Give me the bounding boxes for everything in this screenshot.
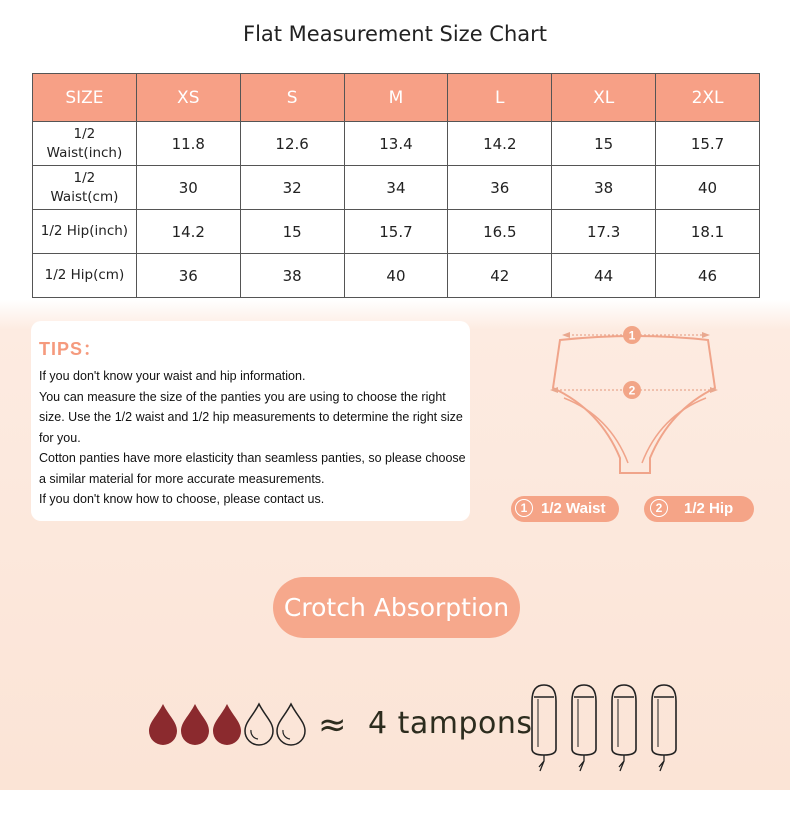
tampon-icon: [572, 685, 596, 771]
absorption-drops: [147, 700, 312, 750]
tip-line: If you don't know your waist and hip information.: [39, 369, 306, 383]
tip-line: You can measure the size of the panties you are using to choose the right size. Use the 1/2 waist and 1/2 hip measurements to determine the right size for you.: [39, 389, 463, 445]
header-cell: XL: [552, 74, 656, 122]
table-cell: 44: [552, 254, 656, 298]
filled-drop-icon: [213, 704, 241, 745]
table-cell: 36: [448, 166, 552, 210]
table-cell: 42: [448, 254, 552, 298]
legend-label: 1/2 Hip: [684, 500, 734, 517]
tampon-equivalent-label: 4 tampons: [368, 706, 533, 741]
row-label: 1/2 Hip(inch): [33, 210, 137, 254]
table-cell: 13.4: [344, 122, 448, 166]
table-row: [33, 254, 760, 298]
legend-number: 1: [515, 499, 533, 517]
table-cell: 36: [136, 254, 240, 298]
header-cell: XS: [136, 74, 240, 122]
drop-shine-icon: [251, 730, 258, 739]
table-cell: 46: [656, 254, 760, 298]
table-cell: 15.7: [344, 210, 448, 254]
table-cell: 15: [240, 210, 344, 254]
header-cell: 2XL: [656, 74, 760, 122]
header-cell: SIZE: [33, 74, 137, 122]
table-row: [33, 122, 760, 166]
size-chart-table: [32, 73, 760, 298]
legend-waist: [511, 496, 619, 522]
table-cell: 14.2: [448, 122, 552, 166]
marker-2-label: 2: [628, 383, 636, 398]
table-row: [33, 210, 760, 254]
table-cell: 16.5: [448, 210, 552, 254]
table-cell: 38: [552, 166, 656, 210]
header-cell: S: [240, 74, 344, 122]
table-cell: 11.8: [136, 122, 240, 166]
table-cell: 17.3: [552, 210, 656, 254]
row-label: 1/2 Hip(cm): [33, 254, 137, 298]
row-label: 1/2 Waist(inch): [33, 122, 137, 166]
empty-drop-icon: [277, 704, 305, 745]
drop-shine-icon: [283, 730, 290, 739]
marker-1-label: 1: [628, 328, 636, 343]
approx-symbol: ≈: [318, 705, 347, 745]
table-cell: 38: [240, 254, 344, 298]
table-cell: 40: [656, 166, 760, 210]
legend-label: 1/2 Waist: [541, 500, 606, 517]
tips-title: TIPS：: [39, 339, 103, 359]
panty-diagram: [540, 318, 730, 483]
table-cell: 32: [240, 166, 344, 210]
tip-line: If you don't know how to choose, please contact us.: [39, 492, 325, 506]
table-cell: 34: [344, 166, 448, 210]
row-label: 1/2 Waist(cm): [33, 166, 137, 210]
filled-drop-icon: [149, 704, 177, 745]
tampon-icons: [528, 681, 688, 773]
table-cell: 12.6: [240, 122, 344, 166]
legend-hip: [644, 496, 754, 522]
legend-number: 2: [650, 499, 668, 517]
table-cell: 15: [552, 122, 656, 166]
table-header-row: [33, 74, 760, 122]
page-title: Flat Measurement Size Chart: [242, 22, 548, 46]
table-cell: 15.7: [656, 122, 760, 166]
header-cell: M: [344, 74, 448, 122]
tips-body: [39, 366, 467, 510]
header-cell: L: [448, 74, 552, 122]
tampon-icon: [612, 685, 636, 771]
table-cell: 40: [344, 254, 448, 298]
tampon-icon: [532, 685, 556, 771]
table-cell: 30: [136, 166, 240, 210]
tips-card: [31, 321, 470, 521]
tip-line: Cotton panties have more elasticity than seamless panties, so please choose a similar material for more accurate measurements.: [39, 451, 466, 486]
filled-drop-icon: [181, 704, 209, 745]
arrow-head-icon: [562, 332, 570, 338]
table-row: [33, 166, 760, 210]
empty-drop-icon: [245, 704, 273, 745]
table-cell: 18.1: [656, 210, 760, 254]
tampon-icon: [652, 685, 676, 771]
table-cell: 14.2: [136, 210, 240, 254]
crotch-absorption-badge: Crotch Absorption: [273, 577, 520, 638]
arrow-head-icon: [702, 332, 710, 338]
